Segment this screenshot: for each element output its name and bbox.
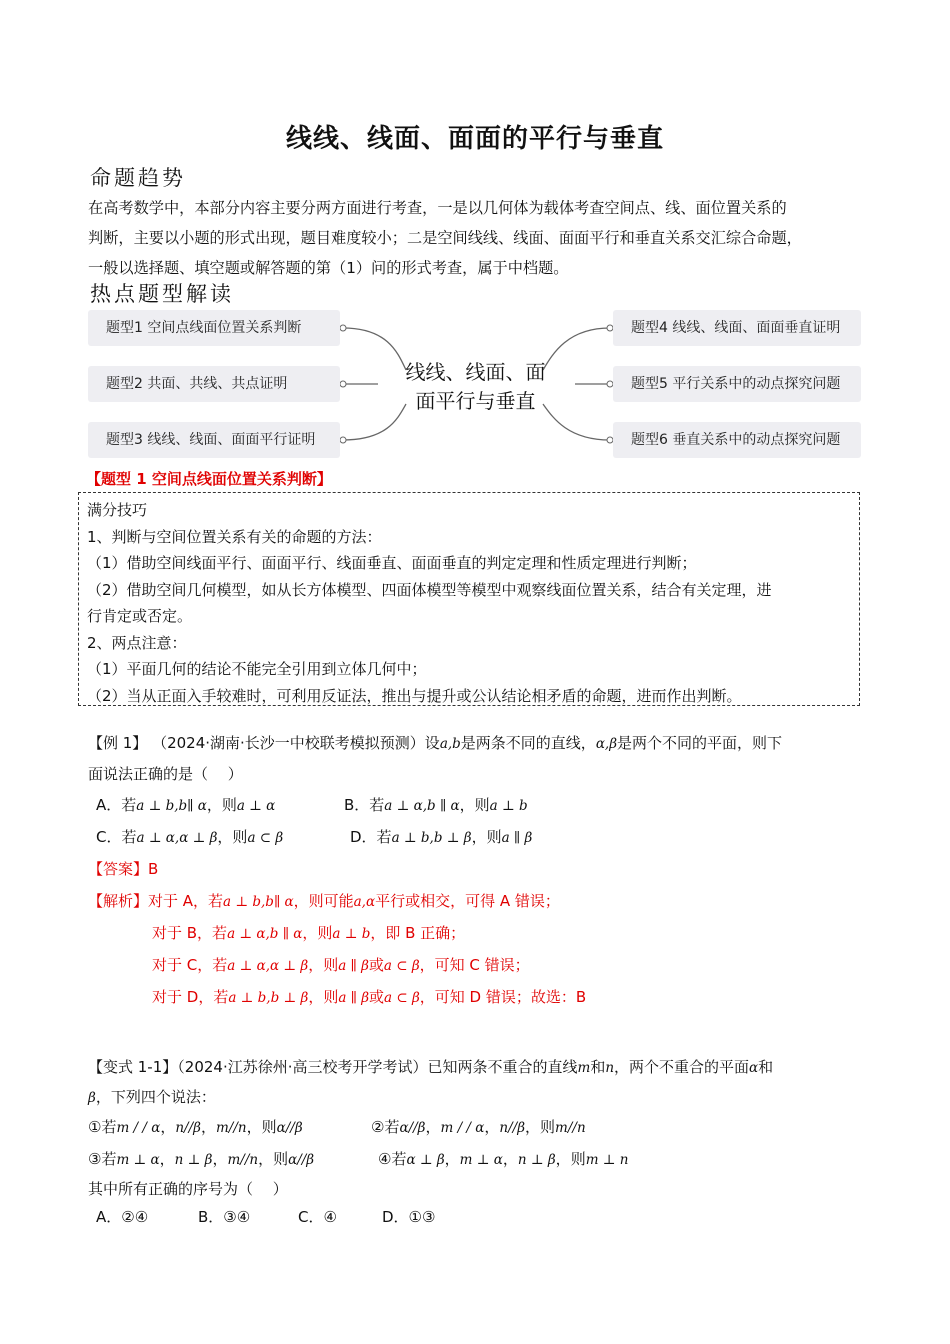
analysis-4-math2: a ∥ β — [338, 990, 370, 1006]
type1-label: 【题型 1 空间点线面位置关系判断】 — [86, 470, 332, 488]
analysis-line-1 — [88, 890, 560, 911]
analysis-1-prefix: 对于 A，若 — [148, 892, 224, 910]
analysis-4-mid: ，则 — [308, 988, 339, 1006]
analysis-3-post: ，可知 C 错误； — [419, 956, 530, 974]
variant-option-d: D．①③ — [382, 1208, 436, 1226]
mindmap-center-line2: 面平行与垂直 — [415, 389, 536, 413]
comma: ， — [555, 1150, 571, 1168]
comma: ， — [444, 1150, 460, 1168]
variant-question: 其中所有正确的序号为（ ） — [88, 1180, 288, 1198]
variant-option-b: B．③④ — [198, 1208, 251, 1226]
statement-4 — [378, 1148, 628, 1169]
analysis-3-math2: a ∥ β — [338, 958, 369, 974]
option-a-prefix: A．若 — [96, 796, 137, 814]
trend-line-1: 在高考数学中，本部分内容主要分两方面进行考查，一是以几何体为载体考查空间点、线、面位置关系的 — [88, 199, 787, 217]
example1-text1: 是两条不同的直线， — [460, 734, 596, 752]
option-a-result: a ⊥ α — [236, 798, 276, 814]
statement-3-prefix: ③若 — [88, 1150, 117, 1168]
trend-paragraph — [88, 193, 878, 283]
comma: ， — [425, 1118, 441, 1136]
variant-and2: 和 — [758, 1058, 774, 1076]
comma: ， — [258, 1150, 274, 1168]
analysis-2-mid: ，则 — [302, 924, 333, 942]
mindmap-center-line1: 线线、线面、面 — [405, 360, 546, 384]
page-title: 线线、线面、面面的平行与垂直 — [285, 124, 664, 154]
analysis-line-4 — [152, 986, 586, 1007]
analysis-3-mid: ，则 — [308, 956, 339, 974]
statement-2-then: 则 — [540, 1118, 556, 1136]
variant-text3: ，下列四个说法： — [95, 1088, 216, 1106]
variant-stem-line2 — [88, 1086, 216, 1107]
analysis-2-math2: a ⊥ b — [332, 926, 371, 942]
option-b — [344, 794, 528, 815]
variant-tag: 【变式 1-1】 — [88, 1058, 178, 1076]
mindmap — [88, 308, 863, 466]
analysis-line-2 — [152, 922, 465, 943]
variant-option-c: C．④ — [298, 1208, 337, 1226]
statement-1-cond-a: m / / α — [116, 1120, 161, 1136]
mindmap-node-type3: 题型3 线线、线面、面面平行证明 — [88, 422, 340, 458]
math-n: n — [605, 1060, 615, 1076]
statement-2-cond-c: n//β — [499, 1120, 526, 1136]
variant-and: 和 — [590, 1058, 606, 1076]
comma: ， — [159, 1150, 175, 1168]
trend-line-3: 一般以选择题、填空题或解答题的第（1）问的形式考查，属于中档题。 — [88, 259, 569, 277]
variant-option-a: A．②④ — [96, 1208, 149, 1226]
tips-line-6: （1）平面几何的结论不能完全引用到立体几何中； — [87, 660, 427, 678]
statement-1-result: α//β — [276, 1120, 303, 1136]
mindmap-center — [388, 358, 563, 416]
example1-source: （2024·湖南·长沙一中校联考模拟预测）设 — [152, 734, 440, 752]
example1-tag: 【例 1】 — [88, 734, 148, 752]
statement-1-prefix: ①若 — [88, 1118, 117, 1136]
comma: ， — [160, 1118, 176, 1136]
mindmap-node-type5: 题型5 平行关系中的动点探究问题 — [613, 366, 861, 402]
example1-text2: 是两个不同的平面，则下 — [617, 734, 783, 752]
analysis-3-or: 或 — [368, 956, 384, 974]
analysis-1-mid: ，则可能 — [293, 892, 354, 910]
math-m: m — [577, 1060, 591, 1076]
option-d-mid: ，则 — [471, 828, 502, 846]
comma: ， — [484, 1118, 500, 1136]
analysis-1-post: 平行或相交，可得 A 错误； — [375, 892, 560, 910]
analysis-2-post: ，即 B 正确； — [370, 924, 466, 942]
tips-line-3: （2）借助空间几何模型，如从长方体模型、四面体模型等模型中观察线面位置关系，结合有关定理，进 — [87, 580, 772, 599]
option-c — [96, 826, 283, 847]
option-d-prefix: D．若 — [350, 828, 392, 846]
comma: ， — [525, 1118, 541, 1136]
statement-1-cond-c: m//n — [215, 1120, 247, 1136]
option-a — [96, 794, 275, 815]
statement-3-result: α//β — [288, 1152, 315, 1168]
example1-stem-line2: 面说法正确的是（ ） — [88, 765, 243, 783]
option-b-prefix: B．若 — [344, 796, 385, 814]
comma: ， — [246, 1118, 262, 1136]
analysis-1-math2: a,α — [353, 894, 376, 910]
analysis-line-3 — [152, 954, 530, 975]
comma: ， — [212, 1150, 228, 1168]
tips-line-5: 2、两点注意： — [87, 633, 187, 652]
analysis-3-prefix: 对于 C，若 — [152, 956, 228, 974]
statement-3 — [88, 1148, 314, 1169]
tips-line-7: （2）当从正面入手较难时，可利用反证法，推出与提升或公认结论相矛盾的命题，进而作出判断。 — [87, 686, 742, 705]
statement-4-cond-a: α ⊥ β — [406, 1152, 445, 1168]
statement-4-result: m ⊥ n — [585, 1152, 629, 1168]
mindmap-node-type2: 题型2 共面、共线、共点证明 — [88, 366, 340, 402]
option-b-math: a ⊥ α,b ∥ α — [384, 798, 460, 814]
statement-4-then: 则 — [570, 1150, 586, 1168]
option-c-math: a ⊥ α,α ⊥ β — [136, 830, 218, 846]
statement-3-cond-c: m//n — [227, 1152, 259, 1168]
mindmap-node-type6: 题型6 垂直关系中的动点探究问题 — [613, 422, 861, 458]
mindmap-node-type1: 题型1 空间点线面位置关系判断 — [88, 310, 340, 346]
analysis-3-math3: a ⊂ β — [383, 958, 420, 974]
statement-2 — [371, 1116, 586, 1137]
tips-title: 满分技巧 — [87, 501, 148, 519]
statement-4-cond-b: m ⊥ α — [459, 1152, 503, 1168]
variant-stem-line1 — [88, 1056, 773, 1077]
math-ab: a,b — [439, 736, 461, 752]
option-c-result: a ⊂ β — [247, 830, 284, 846]
statement-3-cond-b: n ⊥ β — [174, 1152, 213, 1168]
option-d — [350, 826, 532, 847]
mindmap-node-type4: 题型4 线线、线面、面面垂直证明 — [613, 310, 861, 346]
statement-3-then: 则 — [273, 1150, 289, 1168]
variant-text1: （2024·江苏徐州·高三校考开学考试）已知两条不重合的直线 — [177, 1058, 578, 1076]
tips-line-1: 1、判断与空间位置关系有关的命题的方法： — [87, 527, 382, 546]
option-a-math: a ⊥ b,b∥ α — [136, 798, 207, 814]
option-c-prefix: C．若 — [96, 828, 137, 846]
option-b-mid: ，则 — [459, 796, 490, 814]
math-alphabeta: α,β — [595, 736, 618, 752]
section-heading-hot-topics: 热点题型解读 — [90, 282, 234, 306]
comma: ， — [502, 1150, 518, 1168]
statement-2-prefix: ②若 — [371, 1118, 400, 1136]
option-a-mid: ，则 — [206, 796, 237, 814]
statement-1 — [88, 1116, 303, 1137]
option-c-mid: ，则 — [217, 828, 248, 846]
statement-2-cond-b: m / / α — [440, 1120, 485, 1136]
analysis-4-math: a ⊥ b,b ⊥ β — [228, 990, 309, 1006]
analysis-4-or: 或 — [369, 988, 385, 1006]
analysis-4-prefix: 对于 D，若 — [152, 988, 229, 1006]
variant-text2: ，两个不重合的平面 — [614, 1058, 750, 1076]
analysis-4-post: ，可知 D 错误；故选：B — [419, 988, 587, 1006]
trend-line-2: 判断，主要以小题的形式出现，题目难度较小；二是空间线线、线面、面面平行和垂直关系交汇综合命题， — [88, 229, 802, 247]
statement-4-prefix: ④若 — [378, 1150, 407, 1168]
analysis-2-prefix: 对于 B，若 — [152, 924, 228, 942]
statement-2-cond-a: α//β — [399, 1120, 426, 1136]
analysis-tag: 【解析】 — [88, 892, 149, 910]
analysis-4-math3: a ⊂ β — [384, 990, 420, 1006]
statement-3-cond-a: m ⊥ α — [116, 1152, 160, 1168]
statement-2-result: m//n — [555, 1120, 586, 1136]
analysis-2-math: a ⊥ α,b ∥ α — [227, 926, 303, 942]
section-heading-trend: 命题趋势 — [90, 166, 186, 190]
statement-1-cond-b: n//β — [175, 1120, 201, 1136]
option-d-math: a ⊥ b,b ⊥ β — [391, 830, 472, 846]
option-b-result: a ⊥ b — [489, 798, 528, 814]
tips-line-2: （1）借助空间线面平行、面面平行、线面垂直、面面垂直的判定定理和性质定理进行判断； — [87, 554, 697, 572]
tips-box — [78, 492, 860, 706]
analysis-1-math: a ⊥ b,b∥ α — [223, 894, 294, 910]
option-d-result: a ∥ β — [501, 830, 533, 846]
statement-1-then: 则 — [261, 1118, 277, 1136]
example1-stem-line1 — [88, 732, 782, 753]
statement-4-cond-c: n ⊥ β — [517, 1152, 556, 1168]
example1-answer: 【答案】B — [88, 860, 159, 878]
analysis-3-math: a ⊥ α,α ⊥ β — [227, 958, 309, 974]
comma: ， — [200, 1118, 216, 1136]
math-alpha: α — [749, 1060, 759, 1076]
math-beta: β — [88, 1090, 96, 1106]
tips-line-4: 行肯定或否定。 — [87, 607, 193, 625]
